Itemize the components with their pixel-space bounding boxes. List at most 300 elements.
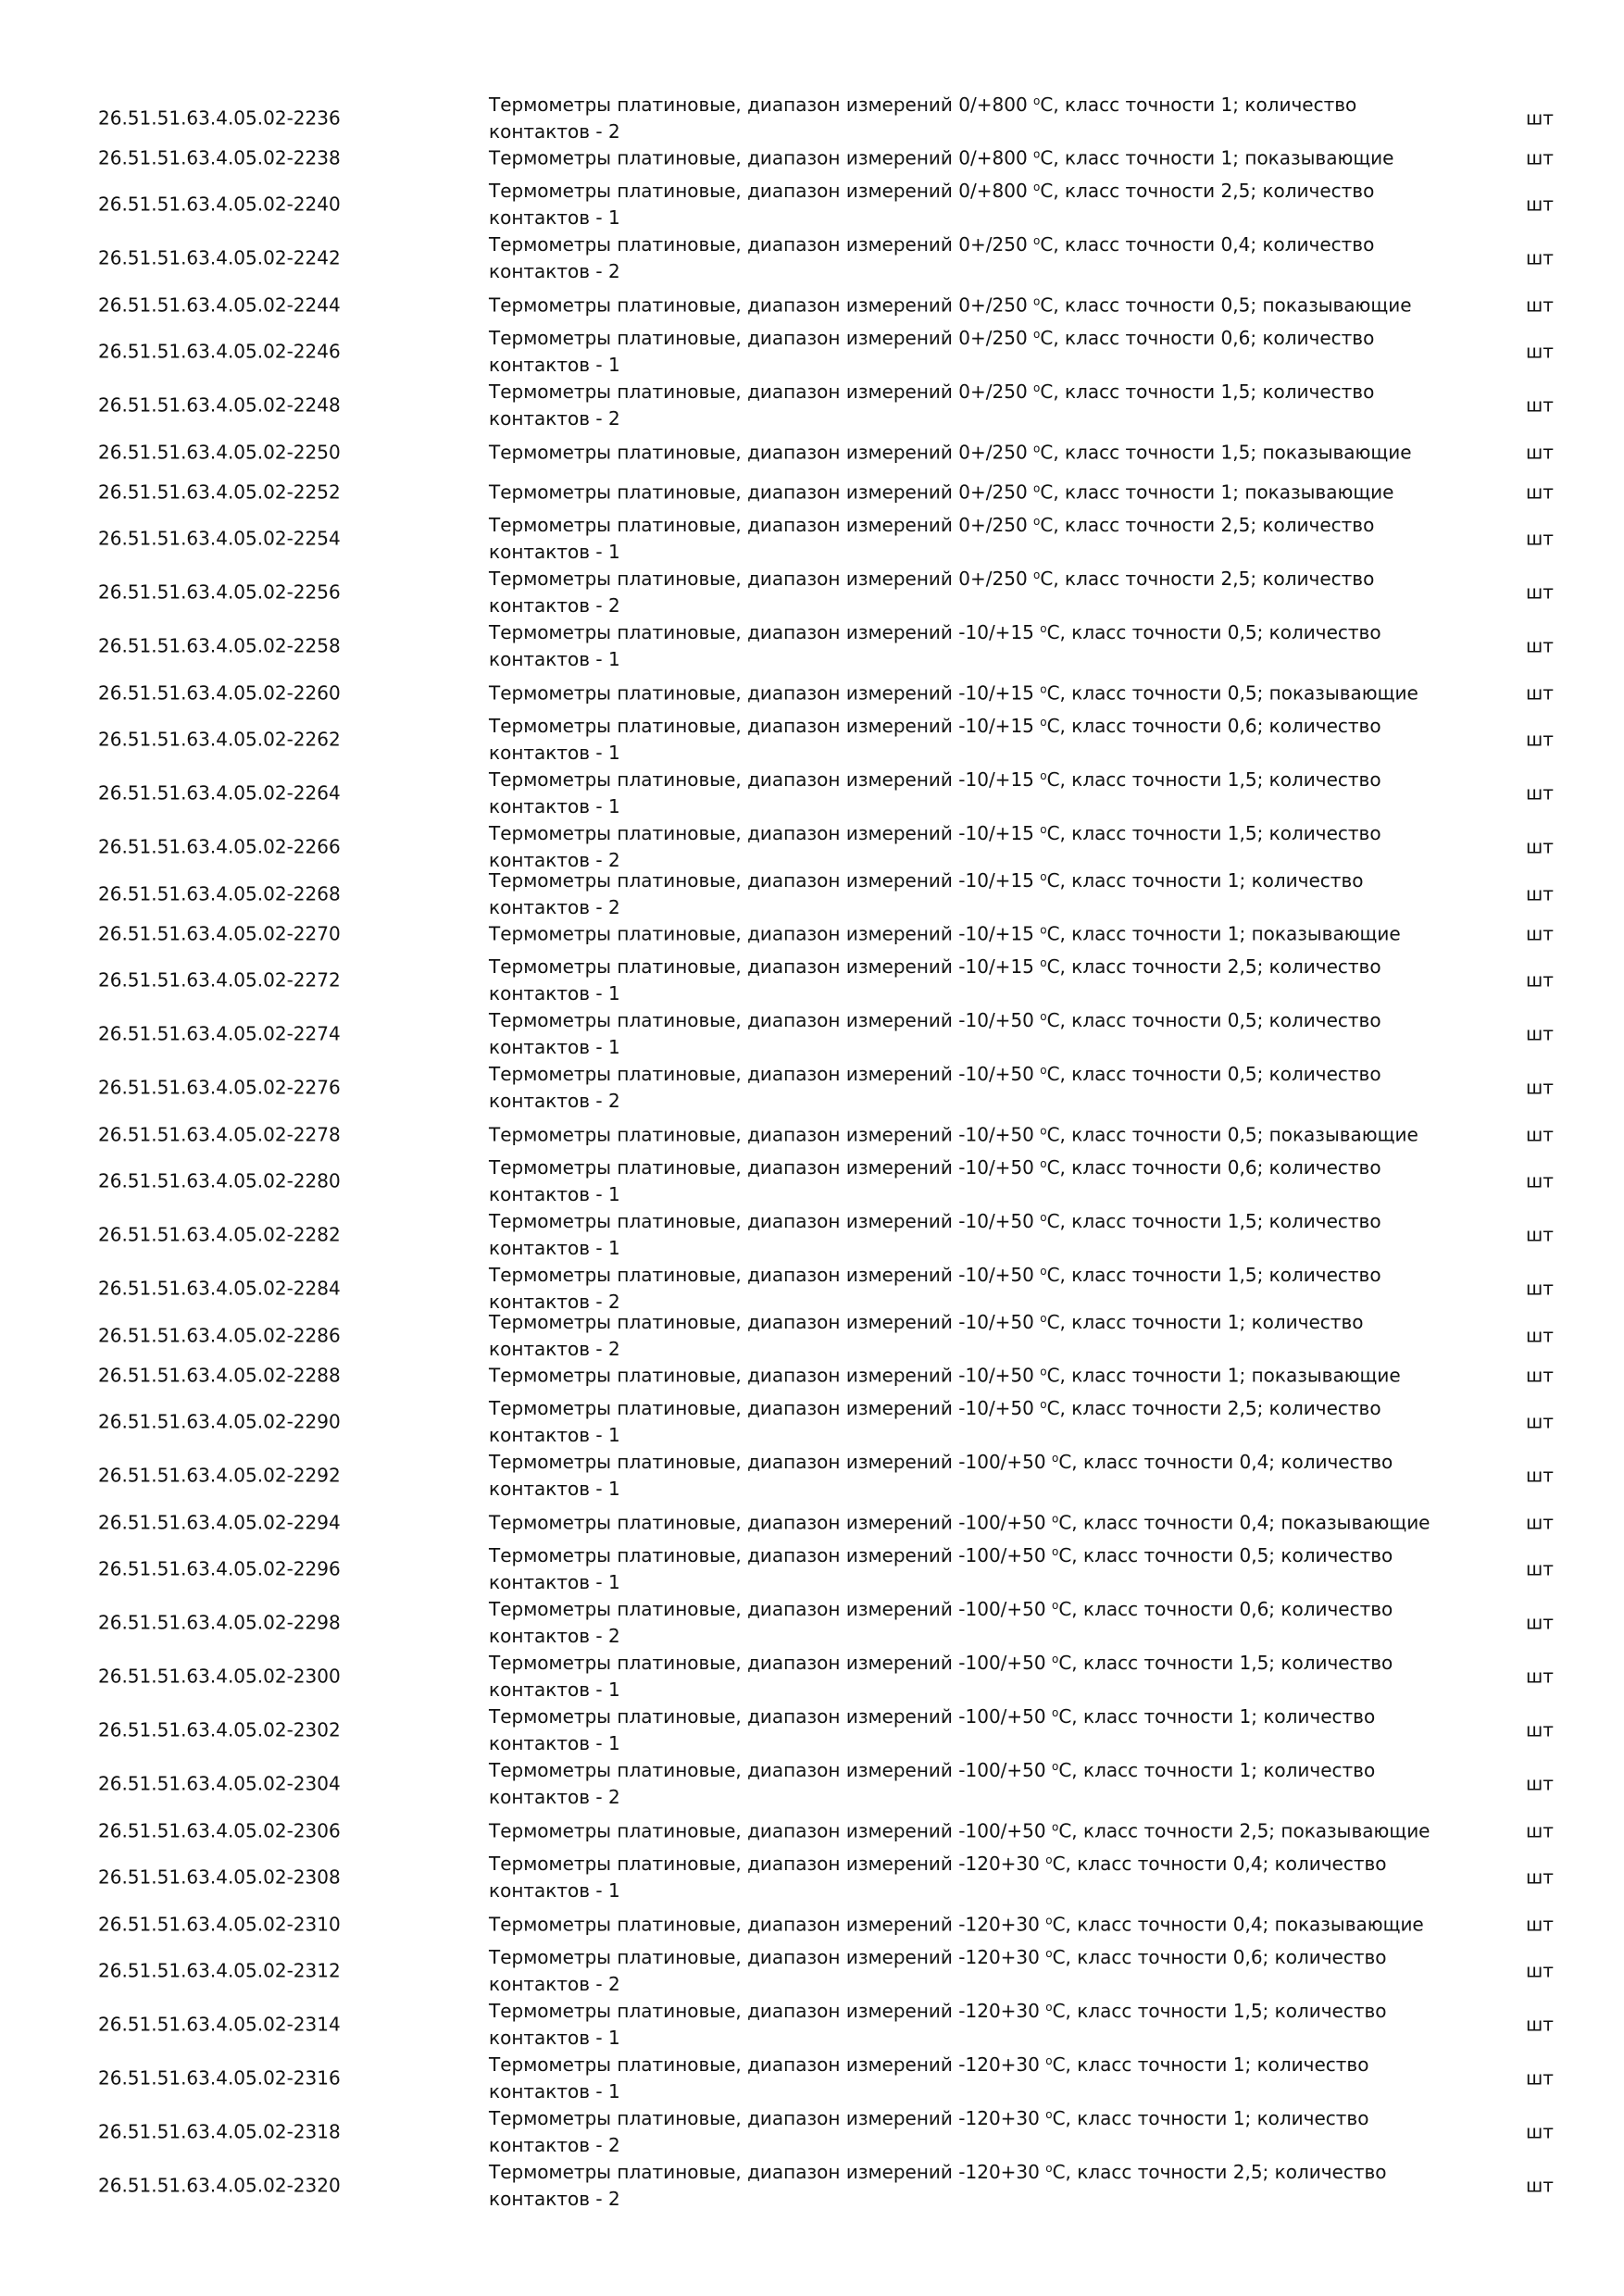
table-row — [0, 472, 1624, 512]
description-details: С, класс точности 0,4; количество контактов - 1 — [489, 1853, 1387, 1902]
item-code: 26.51.51.63.4.05.02-2312 — [98, 1959, 341, 1982]
item-unit: шт — [1526, 781, 1554, 805]
description-details: С, класс точности 1; количество контактов - 2 — [489, 2107, 1369, 2156]
item-code: 26.51.51.63.4.05.02-2268 — [98, 882, 341, 905]
description-range: Термометры платиновые, диапазон измерений 0/+800 — [489, 146, 1028, 168]
description-details: С, класс точности 1,5; количество контактов - 2 — [489, 822, 1381, 871]
item-description — [489, 1208, 1459, 1262]
table-row — [0, 713, 1624, 767]
item-unit: шт — [1526, 634, 1554, 657]
description-range: Термометры платиновые, диапазон измерений -100/+50 — [489, 1544, 1046, 1566]
description-range: Термометры платиновые, диапазон измерений -120+30 — [489, 2161, 1040, 2183]
description-range: Термометры платиновые, диапазон измерений -10/+15 — [489, 822, 1034, 844]
item-unit: шт — [1526, 1866, 1554, 1889]
item-code: 26.51.51.63.4.05.02-2296 — [98, 1557, 341, 1580]
description-range: Термометры платиновые, диапазон измерений -10/+15 — [489, 955, 1034, 978]
item-code: 26.51.51.63.4.05.02-2290 — [98, 1410, 341, 1433]
table-row — [0, 512, 1624, 566]
item-description — [489, 680, 1459, 706]
item-unit: шт — [1526, 1718, 1554, 1741]
degree-symbol: о — [1051, 1599, 1059, 1612]
item-unit: шт — [1526, 835, 1554, 858]
description-details: С, класс точности 0,6; количество контактов - 1 — [489, 715, 1381, 764]
table-row — [0, 1449, 1624, 1503]
degree-symbol: о — [1033, 515, 1041, 528]
degree-symbol: о — [1040, 622, 1047, 635]
item-description — [489, 1309, 1459, 1363]
description-details: С, класс точности 1; показывающие — [1046, 1364, 1401, 1386]
description-details: С, класс точности 2,5; количество контактов - 1 — [489, 1397, 1381, 1446]
item-code: 26.51.51.63.4.05.02-2314 — [98, 2013, 341, 2036]
item-description — [489, 920, 1459, 947]
item-code: 26.51.51.63.4.05.02-2246 — [98, 340, 341, 363]
item-code: 26.51.51.63.4.05.02-2260 — [98, 681, 341, 704]
item-unit: шт — [1526, 1464, 1554, 1487]
item-unit: шт — [1526, 2174, 1554, 2197]
description-details: С, класс точности 0,6; количество контактов - 2 — [489, 1598, 1393, 1647]
description-range: Термометры платиновые, диапазон измерений -120+30 — [489, 2107, 1040, 2129]
degree-symbol: о — [1033, 442, 1041, 455]
description-details: С, класс точности 1; количество контактов - 2 — [489, 1310, 1364, 1360]
item-unit: шт — [1526, 1076, 1554, 1099]
item-unit: шт — [1526, 1611, 1554, 1634]
item-unit: шт — [1526, 968, 1554, 992]
description-range: Термометры платиновые, диапазон измерений -10/+15 — [489, 768, 1034, 791]
item-code: 26.51.51.63.4.05.02-2284 — [98, 1277, 341, 1300]
description-range: Термометры платиновые, диапазон измерений -10/+15 — [489, 922, 1034, 944]
degree-symbol: о — [1040, 716, 1047, 729]
description-details: С, класс точности 1,5; количество контактов - 1 — [489, 1652, 1393, 1701]
degree-symbol: о — [1045, 2054, 1053, 2067]
description-details: С, класс точности 0,4; количество контактов - 1 — [489, 1451, 1393, 1500]
description-range: Термометры платиновые, диапазон измерений -100/+50 — [489, 1819, 1046, 1841]
description-details: С, класс точности 0,6; количество контактов - 1 — [489, 327, 1375, 376]
table-row — [0, 1542, 1624, 1596]
degree-symbol: о — [1033, 234, 1041, 247]
table-row — [0, 1355, 1624, 1395]
description-range: Термометры платиновые, диапазон измерений -100/+50 — [489, 1598, 1046, 1620]
item-code: 26.51.51.63.4.05.02-2302 — [98, 1718, 341, 1741]
description-details: С, класс точности 2,5; количество контактов - 1 — [489, 955, 1381, 1004]
item-description — [489, 820, 1459, 874]
table-row — [0, 1944, 1624, 1998]
item-code: 26.51.51.63.4.05.02-2282 — [98, 1223, 341, 1246]
item-code: 26.51.51.63.4.05.02-2304 — [98, 1772, 341, 1795]
item-description — [489, 767, 1459, 820]
description-range: Термометры платиновые, диапазон измерений -120+30 — [489, 2000, 1040, 2022]
item-code: 26.51.51.63.4.05.02-2316 — [98, 2066, 341, 2090]
item-code: 26.51.51.63.4.05.02-2252 — [98, 480, 341, 503]
description-details: С, класс точности 1,5; количество контактов - 2 — [489, 381, 1375, 430]
description-details: С, класс точности 0,6; количество контактов - 1 — [489, 1156, 1381, 1205]
description-range: Термометры платиновые, диапазон измерений -100/+50 — [489, 1451, 1046, 1473]
table-row — [0, 1395, 1624, 1449]
item-unit: шт — [1526, 1022, 1554, 1045]
item-description — [489, 292, 1459, 318]
item-unit: шт — [1526, 1169, 1554, 1192]
item-description — [489, 144, 1459, 171]
item-unit: шт — [1526, 1324, 1554, 1346]
description-range: Термометры платиновые, диапазон измерений -120+30 — [489, 1853, 1040, 1875]
degree-symbol: о — [1051, 1706, 1059, 1719]
item-description — [489, 1362, 1459, 1389]
description-range: Термометры платиновые, диапазон измерений -100/+50 — [489, 1705, 1046, 1728]
description-range: Термометры платиновые, диапазон измерений -100/+50 — [489, 1652, 1046, 1674]
item-code: 26.51.51.63.4.05.02-2280 — [98, 1169, 341, 1192]
description-range: Термометры платиновые, диапазон измерений 0+/250 — [489, 441, 1028, 463]
degree-symbol: о — [1051, 1512, 1059, 1525]
item-code: 26.51.51.63.4.05.02-2276 — [98, 1076, 341, 1099]
item-code: 26.51.51.63.4.05.02-2238 — [98, 146, 341, 168]
description-details: С, класс точности 1; количество контактов - 1 — [489, 1705, 1376, 1754]
description-details: С, класс точности 0,5; количество контактов - 1 — [489, 1009, 1381, 1058]
item-unit: шт — [1526, 1557, 1554, 1580]
description-details: С, класс точности 2,5; количество контактов - 2 — [489, 2161, 1387, 2210]
degree-symbol: о — [1051, 1760, 1059, 1773]
degree-symbol: о — [1033, 328, 1041, 341]
degree-symbol: о — [1040, 1211, 1047, 1224]
degree-symbol: о — [1040, 1265, 1047, 1278]
item-code: 26.51.51.63.4.05.02-2292 — [98, 1464, 341, 1487]
item-description — [489, 1449, 1459, 1503]
description-details: С, класс точности 2,5; показывающие — [1058, 1819, 1430, 1841]
table-row — [0, 1061, 1624, 1115]
description-range: Термометры платиновые, диапазон измерений 0/+800 — [489, 93, 1028, 116]
item-code: 26.51.51.63.4.05.02-2318 — [98, 2120, 341, 2143]
item-description — [489, 1703, 1459, 1757]
degree-symbol: о — [1045, 2108, 1053, 2121]
item-code: 26.51.51.63.4.05.02-2288 — [98, 1364, 341, 1386]
table-row — [0, 379, 1624, 432]
description-range: Термометры платиновые, диапазон измерений 0+/250 — [489, 233, 1028, 256]
description-range: Термометры платиновые, диапазон измерений -100/+50 — [489, 1511, 1046, 1533]
item-code: 26.51.51.63.4.05.02-2274 — [98, 1022, 341, 1045]
item-code: 26.51.51.63.4.05.02-2256 — [98, 580, 341, 604]
item-description — [489, 1061, 1459, 1115]
description-details: С, класс точности 0,5; показывающие — [1046, 1123, 1418, 1145]
description-range: Термометры платиновые, диапазон измерений -100/+50 — [489, 1759, 1046, 1781]
description-details: С, класс точности 1; количество контактов - 2 — [489, 1759, 1376, 1808]
item-code: 26.51.51.63.4.05.02-2250 — [98, 441, 341, 463]
description-details: С, класс точности 1; количество контактов - 2 — [489, 93, 1357, 143]
description-range: Термометры платиновые, диапазон измерений -10/+15 — [489, 868, 1034, 892]
item-unit: шт — [1526, 1959, 1554, 1982]
degree-symbol: о — [1051, 1653, 1059, 1666]
table-row — [0, 767, 1624, 820]
description-details: С, класс точности 1,5; количество контактов - 2 — [489, 1264, 1381, 1313]
item-description — [489, 1998, 1459, 2052]
item-description — [489, 954, 1459, 1007]
degree-symbol: о — [1045, 1914, 1053, 1927]
item-description — [489, 1851, 1459, 1904]
item-description — [489, 439, 1459, 466]
degree-symbol: о — [1045, 1853, 1053, 1866]
item-description — [489, 1154, 1459, 1208]
item-description — [489, 1262, 1459, 1316]
description-range: Термометры платиновые, диапазон измерений -120+30 — [489, 2053, 1040, 2076]
item-code: 26.51.51.63.4.05.02-2270 — [98, 922, 341, 944]
degree-symbol: о — [1040, 1124, 1047, 1137]
table-row — [0, 673, 1624, 713]
table-row — [0, 1208, 1624, 1262]
table-row — [0, 1811, 1624, 1851]
item-code: 26.51.51.63.4.05.02-2244 — [98, 293, 341, 316]
description-details: С, класс точности 1,5; количество контактов - 1 — [489, 1210, 1381, 1259]
item-description — [489, 1650, 1459, 1703]
description-details: С, класс точности 2,5; количество контактов - 2 — [489, 568, 1375, 617]
table-row — [0, 2159, 1624, 2213]
item-description — [489, 231, 1459, 285]
item-unit: шт — [1526, 1277, 1554, 1300]
item-description — [489, 1542, 1459, 1596]
table-row — [0, 820, 1624, 874]
item-description — [489, 619, 1459, 673]
description-details: С, класс точности 1; количество контактов - 2 — [489, 868, 1364, 918]
description-details: С, класс точности 1,5; показывающие — [1040, 441, 1412, 463]
description-details: С, класс точности 1; показывающие — [1040, 480, 1394, 503]
item-code: 26.51.51.63.4.05.02-2242 — [98, 246, 341, 269]
table-row — [0, 93, 1624, 143]
description-range: Термометры платиновые, диапазон измерений -10/+50 — [489, 1156, 1034, 1179]
table-row — [0, 914, 1624, 954]
item-unit: шт — [1526, 580, 1554, 604]
item-unit: шт — [1526, 2013, 1554, 2036]
item-unit: шт — [1526, 340, 1554, 363]
description-range: Термометры платиновые, диапазон измерений -10/+50 — [489, 1397, 1034, 1419]
degree-symbol: о — [1033, 568, 1041, 581]
item-code: 26.51.51.63.4.05.02-2236 — [98, 106, 341, 129]
description-details: С, класс точности 0,5; показывающие — [1040, 293, 1412, 316]
degree-symbol: о — [1033, 94, 1041, 107]
item-unit: шт — [1526, 246, 1554, 269]
table-row — [0, 868, 1624, 918]
item-description — [489, 1817, 1459, 1844]
description-range: Термометры платиновые, диапазон измерений -10/+50 — [489, 1364, 1034, 1386]
item-unit: шт — [1526, 922, 1554, 944]
item-code: 26.51.51.63.4.05.02-2248 — [98, 393, 341, 417]
item-description — [489, 1911, 1459, 1938]
item-code: 26.51.51.63.4.05.02-2266 — [98, 835, 341, 858]
table-row — [0, 1703, 1624, 1757]
table-row — [0, 1650, 1624, 1703]
description-details: С, класс точности 1,5; количество контактов - 1 — [489, 768, 1381, 817]
item-description — [489, 1007, 1459, 1061]
description-range: Термометры платиновые, диапазон измерений -10/+50 — [489, 1210, 1034, 1232]
degree-symbol: о — [1045, 2162, 1053, 2175]
description-details: С, класс точности 0,4; показывающие — [1052, 1913, 1424, 1935]
description-details: С, класс точности 0,5; количество контактов - 1 — [489, 1544, 1393, 1593]
table-row — [0, 1115, 1624, 1154]
item-description — [489, 379, 1459, 432]
table-row — [0, 1503, 1624, 1542]
description-details: С, класс точности 2,5; количество контактов - 1 — [489, 514, 1375, 563]
degree-symbol: о — [1040, 956, 1047, 969]
degree-symbol: о — [1040, 682, 1047, 695]
item-unit: шт — [1526, 1123, 1554, 1145]
degree-symbol: о — [1040, 1398, 1047, 1411]
table-row — [0, 1596, 1624, 1650]
table-row — [0, 1154, 1624, 1208]
item-unit: шт — [1526, 393, 1554, 417]
item-description — [489, 1395, 1459, 1449]
item-description — [489, 1757, 1459, 1811]
description-details: С, класс точности 1; количество контактов - 1 — [489, 2053, 1369, 2103]
degree-symbol: о — [1051, 1820, 1059, 1833]
item-description — [489, 566, 1459, 619]
description-range: Термометры платиновые, диапазон измерений -10/+15 — [489, 715, 1034, 737]
description-range: Термометры платиновые, диапазон измерений -120+30 — [489, 1946, 1040, 1968]
item-unit: шт — [1526, 681, 1554, 704]
item-unit: шт — [1526, 441, 1554, 463]
item-code: 26.51.51.63.4.05.02-2310 — [98, 1913, 341, 1935]
table-row — [0, 1998, 1624, 2052]
description-range: Термометры платиновые, диапазон измерений -10/+50 — [489, 1009, 1034, 1031]
table-row — [0, 619, 1624, 673]
table-row — [0, 231, 1624, 285]
description-range: Термометры платиновые, диапазон измерений 0+/250 — [489, 327, 1028, 349]
degree-symbol: о — [1040, 1311, 1047, 1325]
item-unit: шт — [1526, 2066, 1554, 2090]
table-row — [0, 566, 1624, 619]
item-description — [489, 2159, 1459, 2213]
item-unit: шт — [1526, 106, 1554, 129]
description-range: Термометры платиновые, диапазон измерений 0+/250 — [489, 381, 1028, 403]
description-range: Термометры платиновые, диапазон измерений -10/+50 — [489, 1310, 1034, 1333]
degree-symbol: о — [1040, 1064, 1047, 1077]
degree-symbol: о — [1040, 923, 1047, 936]
degree-symbol: о — [1040, 823, 1047, 836]
item-unit: шт — [1526, 193, 1554, 216]
degree-symbol: о — [1033, 481, 1041, 494]
degree-symbol: о — [1045, 2001, 1053, 2014]
item-code: 26.51.51.63.4.05.02-2308 — [98, 1866, 341, 1889]
table-row — [0, 325, 1624, 379]
description-range: Термометры платиновые, диапазон измерений 0+/250 — [489, 293, 1028, 316]
item-unit: шт — [1526, 1913, 1554, 1935]
table-row — [0, 1851, 1624, 1904]
item-description — [489, 479, 1459, 505]
description-details: С, класс точности 1; показывающие — [1046, 922, 1401, 944]
table-row — [0, 178, 1624, 231]
description-range: Термометры платиновые, диапазон измерений 0+/250 — [489, 480, 1028, 503]
degree-symbol: о — [1033, 381, 1041, 394]
item-unit: шт — [1526, 728, 1554, 751]
table-row — [0, 2052, 1624, 2105]
description-details: С, класс точности 1,5; количество контактов - 1 — [489, 2000, 1387, 2049]
description-details: С, класс точности 0,5; количество контактов - 2 — [489, 1063, 1381, 1112]
item-code: 26.51.51.63.4.05.02-2306 — [98, 1819, 341, 1841]
item-unit: шт — [1526, 882, 1554, 905]
description-details: С, класс точности 0,6; количество контактов - 2 — [489, 1946, 1387, 1995]
item-code: 26.51.51.63.4.05.02-2264 — [98, 781, 341, 805]
item-unit: шт — [1526, 2120, 1554, 2143]
degree-symbol: о — [1040, 1010, 1047, 1023]
degree-symbol: о — [1051, 1452, 1059, 1465]
table-row — [0, 954, 1624, 1007]
item-code: 26.51.51.63.4.05.02-2272 — [98, 968, 341, 992]
item-unit: шт — [1526, 1772, 1554, 1795]
degree-symbol: о — [1033, 147, 1041, 160]
table-row — [0, 138, 1624, 178]
item-unit: шт — [1526, 1223, 1554, 1246]
item-description — [489, 713, 1459, 767]
description-details: С, класс точности 0,5; количество контактов - 1 — [489, 621, 1381, 670]
description-range: Термометры платиновые, диапазон измерений -10/+50 — [489, 1123, 1034, 1145]
degree-symbol: о — [1051, 1545, 1059, 1558]
item-description — [489, 1509, 1459, 1536]
description-range: Термометры платиновые, диапазон измерений -120+30 — [489, 1913, 1040, 1935]
table-row — [0, 1262, 1624, 1316]
degree-symbol: о — [1040, 769, 1047, 782]
item-unit: шт — [1526, 1511, 1554, 1533]
description-details: С, класс точности 0,4; показывающие — [1058, 1511, 1430, 1533]
degree-symbol: о — [1045, 1947, 1053, 1960]
table-row — [0, 1757, 1624, 1811]
description-range: Термометры платиновые, диапазон измерений -10/+50 — [489, 1264, 1034, 1286]
item-code: 26.51.51.63.4.05.02-2294 — [98, 1511, 341, 1533]
item-description — [489, 1121, 1459, 1148]
item-description — [489, 178, 1459, 231]
item-code: 26.51.51.63.4.05.02-2286 — [98, 1324, 341, 1346]
degree-symbol: о — [1040, 869, 1047, 883]
description-details: С, класс точности 0,4; количество контактов - 2 — [489, 233, 1375, 282]
item-description — [489, 325, 1459, 379]
classifier-table — [0, 93, 1624, 2213]
description-range: Термометры платиновые, диапазон измерений 0+/250 — [489, 568, 1028, 590]
degree-symbol: о — [1033, 181, 1041, 193]
description-range: Термометры платиновые, диапазон измерений -10/+15 — [489, 681, 1034, 704]
item-code: 26.51.51.63.4.05.02-2262 — [98, 728, 341, 751]
item-description — [489, 2105, 1459, 2159]
item-code: 26.51.51.63.4.05.02-2254 — [98, 527, 341, 550]
degree-symbol: о — [1040, 1157, 1047, 1170]
item-unit: шт — [1526, 293, 1554, 316]
item-unit: шт — [1526, 527, 1554, 550]
description-details: С, класс точности 0,5; показывающие — [1046, 681, 1418, 704]
table-row — [0, 1904, 1624, 1944]
item-description — [489, 867, 1459, 921]
item-description — [489, 92, 1459, 145]
item-unit: шт — [1526, 480, 1554, 503]
degree-symbol: о — [1033, 294, 1041, 307]
description-range: Термометры платиновые, диапазон измерений 0/+800 — [489, 180, 1028, 202]
degree-symbol: о — [1040, 1365, 1047, 1378]
item-description — [489, 512, 1459, 566]
table-row — [0, 2105, 1624, 2159]
description-details: С, класс точности 2,5; количество контактов - 1 — [489, 180, 1375, 229]
item-description — [489, 2052, 1459, 2105]
item-code: 26.51.51.63.4.05.02-2300 — [98, 1665, 341, 1688]
description-range: Термометры платиновые, диапазон измерений 0+/250 — [489, 514, 1028, 536]
table-row — [0, 1007, 1624, 1061]
table-row — [0, 1310, 1624, 1360]
description-range: Термометры платиновые, диапазон измерений -10/+15 — [489, 621, 1034, 643]
item-unit: шт — [1526, 1819, 1554, 1841]
item-code: 26.51.51.63.4.05.02-2320 — [98, 2174, 341, 2197]
table-row — [0, 432, 1624, 472]
item-code: 26.51.51.63.4.05.02-2258 — [98, 634, 341, 657]
item-code: 26.51.51.63.4.05.02-2298 — [98, 1611, 341, 1634]
item-description — [489, 1944, 1459, 1998]
item-unit: шт — [1526, 1410, 1554, 1433]
item-unit: шт — [1526, 1364, 1554, 1386]
description-details: С, класс точности 1; показывающие — [1040, 146, 1394, 168]
item-code: 26.51.51.63.4.05.02-2278 — [98, 1123, 341, 1145]
description-range: Термометры платиновые, диапазон измерений -10/+50 — [489, 1063, 1034, 1085]
item-unit: шт — [1526, 1665, 1554, 1688]
item-unit: шт — [1526, 146, 1554, 168]
item-code: 26.51.51.63.4.05.02-2240 — [98, 193, 341, 216]
